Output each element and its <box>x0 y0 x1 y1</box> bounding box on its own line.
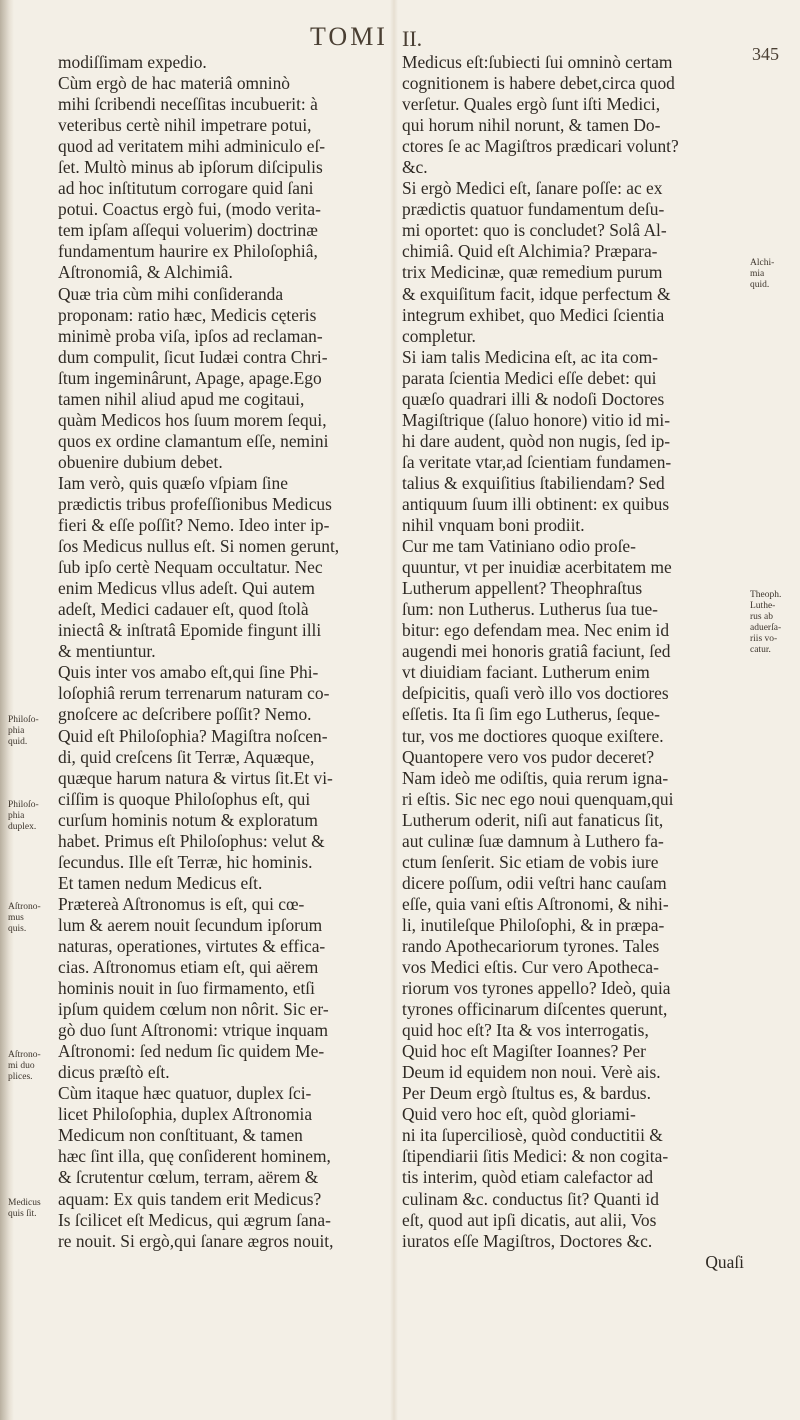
text-line: habet. Primus eſt Philoſophus: velut & <box>58 830 325 851</box>
text-line: ſa veritate vtar,ad ſcientiam fundamen- <box>402 451 672 472</box>
text-line: Medicus eſt:ſubiecti ſui omninò certam <box>402 52 673 72</box>
text-line: licet Philoſophia, duplex Aſtronomia <box>58 1104 313 1125</box>
margin-note-line: mus <box>8 913 24 923</box>
margin-note-line: catur. <box>750 645 771 655</box>
margin-note-line: quis. <box>8 924 27 934</box>
margin-note-line: Philoſo- <box>8 715 39 725</box>
text-line: li, inutileſque Philoſophi, & in præpa- <box>402 914 665 935</box>
text-line: prædictis tribus profeſſionibus Medicus <box>58 493 332 514</box>
text-line: ri eſtis. Sic nec ego noui quenquam,qui <box>402 788 674 809</box>
text-line: ad hoc inſtitutum corrogare quid ſani <box>58 178 314 199</box>
text-line: verſetur. Quales ergò ſunt iſti Medici, <box>402 94 661 115</box>
text-line: deſpicitis, quaſi verò illo vos doctiores <box>402 683 669 704</box>
text-line: iniectâ & inſtratâ Epomide fingunt illi <box>58 620 322 641</box>
margin-note-line: plices. <box>8 1072 33 1082</box>
text-line: Deum id equidem non noui. Verè ais. <box>402 1062 661 1083</box>
text-line: trix Medicinæ, quæ remedium purum <box>402 262 663 283</box>
margin-note-line: duplex. <box>8 822 37 832</box>
text-line: Quæ tria cùm mihi conſideranda <box>58 283 284 304</box>
text-line: dicere poſſum, odii veſtri hanc cauſam <box>402 872 667 893</box>
text-line: modiſſimam expedio. <box>58 52 207 72</box>
text-line: Quid eſt Philoſophia? Magiſtra noſcen- <box>58 725 328 746</box>
text-line: Lutherum oderit, niſi aut fanaticus ſit, <box>402 809 664 830</box>
running-head-left: TOMI <box>310 22 388 51</box>
text-line: ciſſim is quoque Philoſophus eſt, qui <box>58 788 311 809</box>
text-line: quid hoc eſt? Ita & vos interrogatis, <box>402 1020 649 1041</box>
text-line: ſet. Multò minus ab ipſorum diſcipulis <box>58 157 323 178</box>
text-line: gnoſcere ac deſcribere poſſit? Nemo. <box>58 704 312 725</box>
text-line: completur. <box>402 325 476 346</box>
margin-note-line: phia <box>8 726 25 736</box>
text-line: aquam: Ex quis tandem erit Medicus? <box>58 1188 322 1209</box>
text-line: augendi mei honoris gratiâ faciunt, ſed <box>402 641 671 662</box>
margin-note-line: Philoſo- <box>8 800 39 810</box>
text-line: fieri & eſſe poſſit? Nemo. Ideo inter ip- <box>58 515 330 536</box>
text-line: culinam &c. conductus ſit? Quanti id <box>402 1188 659 1209</box>
column-gutter <box>390 0 398 1420</box>
text-line: & mentiuntur. <box>58 641 156 662</box>
margin-note-line: Aſtrono- <box>8 902 41 912</box>
text-line: ctum ſenſerit. Sic etiam de vobis iure <box>402 851 659 872</box>
text-line: Is ſcilicet eſt Medicus, qui ægrum ſana- <box>58 1209 331 1230</box>
text-line: Prætereà Aſtronomus is eſt, qui cœ- <box>58 893 305 914</box>
text-line: veteribus certè nihil impetrare potui, <box>58 115 312 136</box>
text-line: eſt, quod aut ipſi dicatis, aut alii, Vos <box>402 1209 657 1230</box>
text-line: Medicum non conſtituant, & tamen <box>58 1125 303 1146</box>
text-line: aut culinæ ſuæ damnum à Luthero fa- <box>402 830 664 851</box>
text-line: ni ita ſuperciliosè, quòd conductitii & <box>402 1125 663 1146</box>
text-line: minimè proba viſa, ipſos ad reclaman- <box>58 325 323 346</box>
text-line: parata ſcientia Medici eſſe debet: qui <box>402 367 657 388</box>
text-line: naturas, operationes, virtutes & effica- <box>58 935 326 956</box>
text-line: ſum: non Lutherus. Lutherus ſua tue- <box>402 599 658 620</box>
text-line: tamen nihil aliud apud me cogitaui, <box>58 388 305 409</box>
text-line: riorum vos tyrones appello? Ideò, quia <box>402 978 671 999</box>
text-line: Aſtronomiâ, & Alchimiâ. <box>58 262 233 283</box>
text-line: enim Medicus vllus adeſt. Qui autem <box>58 578 315 599</box>
text-line: ſecundus. Ille eſt Terræ, hic hominis. <box>58 851 313 872</box>
text-line: eſſe, quia vani eſtis Aſtronomi, & nihi- <box>402 893 669 914</box>
margin-note-line: Alchi- <box>750 258 775 268</box>
margin-note-line: Medicus <box>8 1198 41 1208</box>
text-line: vt diuidiam faciant. Lutherum enim <box>402 662 650 683</box>
right-text-column <box>402 52 744 1273</box>
text-line: hæc ſint illa, quę conſiderent hominem, <box>58 1146 331 1167</box>
margin-note-line: phia <box>8 811 25 821</box>
text-line: ſub ipſo certè Nequam occultatur. Nec <box>58 557 323 578</box>
text-line: Cùm itaque hæc quatuor, duplex ſci- <box>58 1083 312 1104</box>
text-line: hominis nouit in ſuo firmamento, etſi <box>58 978 315 999</box>
text-line: iuratos eſſe Magiſtros, Doctores &c. <box>402 1230 653 1251</box>
text-line: eſſetis. Ita ſi ſim ego Lutherus, ſeque- <box>402 704 660 725</box>
text-line: Et tamen nedum Medicus eſt. <box>58 872 263 893</box>
text-line: adeſt, Medici cadauer eſt, quod ſtolà <box>58 599 309 620</box>
margin-note-line: rus ab <box>750 612 773 622</box>
text-line: integrum exhibet, quo Medici ſcientia <box>402 304 665 325</box>
margin-note-line: Aſtrono- <box>8 1050 41 1060</box>
margin-note-theophrastus <box>750 590 798 656</box>
margin-note-line: quis ſit. <box>8 1209 37 1219</box>
margin-note-astronomus <box>8 902 52 935</box>
text-line: Si ergò Medici eſt, ſanare poſſe: ac ex <box>402 178 663 199</box>
text-line: ipſum quidem cœlum non nôrit. Sic er- <box>58 999 329 1020</box>
text-line: & ſcrutentur cœlum, terram, aërem & <box>58 1167 319 1188</box>
text-line: &c. <box>402 157 428 178</box>
text-line: Iam verò, quis quæſo vſpiam ſine <box>58 472 288 493</box>
margin-note-line: Theoph. <box>750 590 782 600</box>
left-text-column <box>58 52 388 1252</box>
text-line: tyrones officinarum diſcentes querunt, <box>402 999 668 1020</box>
text-line: Quis inter vos amabo eſt,qui ſine Phi- <box>58 662 319 683</box>
text-line: hi dare audent, quòd non nugis, ſed ip- <box>402 430 671 451</box>
text-line: re nouit. Si ergò,qui ſanare ægros nouit, <box>58 1230 334 1251</box>
text-line: & exquiſitum facit, idque perfectum & <box>402 283 671 304</box>
text-line: proponam: ratio hæc, Medicis cęteris <box>58 304 317 325</box>
text-line: Si iam talis Medicina eſt, ac ita com- <box>402 346 658 367</box>
text-line: ſos Medicus nullus eſt. Si nomen gerunt, <box>58 536 340 557</box>
text-line: talius & exquiſitius ſtabiliendam? Sed <box>402 472 665 493</box>
text-line: mihi ſcribendi neceſſitas incubuerit: à <box>58 94 318 115</box>
text-line: Quantopere vero vos pudor deceret? <box>402 746 655 767</box>
margin-note-philosophia-duplex <box>8 800 52 833</box>
text-line: Lutherum appellent? Theophraſtus <box>402 578 643 599</box>
text-line: qui horum nihil norunt, & tamen Do- <box>402 115 661 136</box>
text-line: fundamentum haurire ex Philoſophiâ, <box>58 241 318 262</box>
text-line: dicus præſtò eſt. <box>58 1062 170 1083</box>
catchword: Quaſi <box>705 1251 744 1272</box>
text-line: tem ipſam aſſequi voluerim) doctrinæ <box>58 220 318 241</box>
text-line: Quid hoc eſt Magiſter Ioannes? Per <box>402 1041 646 1062</box>
text-line: lum & aerem nouit ſecundum ipſorum <box>58 914 323 935</box>
margin-note-philosophia <box>8 715 52 748</box>
margin-note-medicus <box>8 1198 52 1220</box>
text-line: mi oportet: quo is concludet? Solâ Al- <box>402 220 667 241</box>
text-line: chimiâ. Quid eſt Alchimia? Præpara- <box>402 241 658 262</box>
text-line: Aſtronomi: ſed nedum ſic quidem Me- <box>58 1041 325 1062</box>
text-line: potui. Coactus ergò fui, (modo verita- <box>58 199 321 220</box>
text-line: Magiſtrique (ſaluo honore) vitio id mi- <box>402 409 671 430</box>
text-line: cias. Aſtronomus etiam eſt, qui aërem <box>58 957 319 978</box>
text-line: Cur me tam Vatiniano odio proſe- <box>402 536 636 557</box>
text-line: Nam ideò me odiſtis, quia rerum igna- <box>402 767 669 788</box>
text-line: gò duo ſunt Aſtronomi: vtrique inquam <box>58 1020 329 1041</box>
margin-note-line: quid. <box>8 737 28 747</box>
text-line: loſophiâ rerum terrenarum naturam co- <box>58 683 330 704</box>
margin-note-line: mia <box>750 269 765 279</box>
text-line: obuenire dubium debet. <box>58 451 223 472</box>
text-line: ctores ſe ac Magiſtros prædicari volunt? <box>402 136 679 157</box>
text-line: Per Deum ergò ſtultus es, & bardus. <box>402 1083 651 1104</box>
text-line: quod ad veritatem mihi adminiculo eſ- <box>58 136 326 157</box>
margin-note-line: aduerſa- <box>750 623 782 633</box>
text-line: ſtum ingeminârunt, Apage, apage.Ego <box>58 367 322 388</box>
text-line: prædictis quatuor fundamentum deſu- <box>402 199 665 220</box>
text-line: quuntur, vt per inuidiæ acerbitatem me <box>402 557 672 578</box>
text-line: nihil vnquam boni prodiit. <box>402 515 585 536</box>
text-line: dum compulit, ſicut Iudæi contra Chri- <box>58 346 328 367</box>
text-line: Cùm ergò de hac materiâ omninò <box>58 73 290 94</box>
page-number: 345 <box>752 44 779 64</box>
margin-note-line: mi duo <box>8 1061 35 1071</box>
text-line: ſtipendiarii ſitis Medici: & non cogita- <box>402 1146 669 1167</box>
text-line: quos ex ordine clamantum eſſe, nemini <box>58 430 329 451</box>
margin-note-astronomi-duo <box>8 1050 52 1083</box>
text-line: quæque harum natura & virtus ſit.Et vi- <box>58 767 333 788</box>
text-line: vos Medici eſtis. Cur vero Apotheca- <box>402 957 659 978</box>
text-line: rando Apothecariorum tyrones. Tales <box>402 935 660 956</box>
text-line: cognitionem is habere debet,circa quod <box>402 73 675 94</box>
running-head-right: II. <box>402 26 423 51</box>
text-line: curſum hominis notum & exploratum <box>58 809 318 830</box>
margin-note-alchimia <box>750 258 798 291</box>
margin-note-line: quid. <box>750 280 770 290</box>
text-line: bitur: ego defendam mea. Nec enim id <box>402 620 670 641</box>
margin-note-line: Luthe- <box>750 601 776 611</box>
text-line: antiquum ſuum illi obtinent: ex quibus <box>402 493 670 514</box>
text-line: tur, vos me doctiores quoque exiſtere. <box>402 725 664 746</box>
margin-note-line: riis vo- <box>750 634 778 644</box>
text-line: quæſo quadrari illi & nodoſi Doctores <box>402 388 665 409</box>
text-line: Quid vero hoc eſt, quòd gloriami- <box>402 1104 636 1125</box>
text-line: tis interim, quòd etiam calefactor ad <box>402 1167 654 1188</box>
text-line: quàm Medicos hos ſuum morem ſequi, <box>58 409 327 430</box>
text-line: di, quid creſcens ſit Terræ, Aquæque, <box>58 746 315 767</box>
